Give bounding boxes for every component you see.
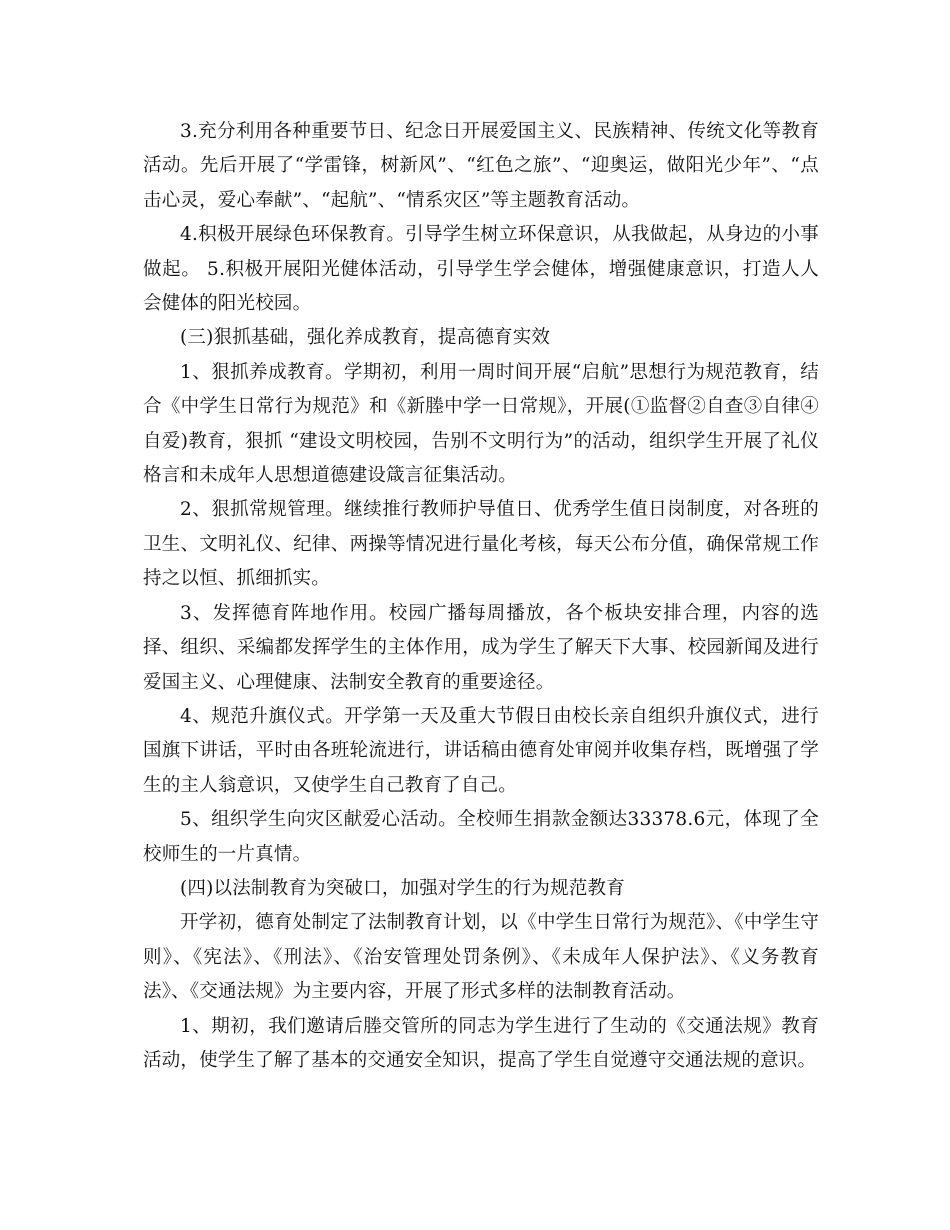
paragraph-routine-management: 2、狠抓常规管理。继续推行教师护导值日、优秀学生值日岗制度，对各班的卫生、文明礼仪、纪律、两操等情况进行量化考核，每天公布分值，确保常规工作持之以恒、抓细抓实。 (143, 499, 819, 590)
paragraph-flag-ceremony: 4、规范升旗仪式。开学第一天及重大节假日由校长亲自组织升旗仪式，进行国旗下讲话，平时由各班轮流进行，讲话稿由德育处审阅并收集存档，既增强了学生的主人翁意识，又使学生自己教育了自己。 (143, 705, 819, 796)
paragraph-habit-education: 1、狠抓养成教育。学期初，利用一周时间开展“启航”思想行为规范教育，结合《中学生日常行为规范》和《新塍中学一日常规》，开展(①监督②自查③自律④自爱)教育，狠抓 “建设文明校园，告别不文明行为”的活动，组织学生开展了礼仪格言和未成年人思想道德建设箴言征集活动。 (143, 361, 819, 487)
paragraph-environment-fitness: 4.积极开展绿色环保教育。引导学生树立环保意识，从我做起，从身边的小事做起。 5.积极开展阳光健体活动，引导学生学会健体，增强健康意识，打造人人会健体的阳光校园。 (143, 224, 819, 315)
paragraph-legal-education-plan: 开学初，德育处制定了法制教育计划，以《中学生日常行为规范》、《中学生守则》、《宪法》、《刑法》、《治安管理处罚条例》、《未成年人保护法》、《义务教育法》、《交通法规》为主要内容，开展了形式多样的法制教育活动。 (143, 912, 819, 1003)
paragraph-disaster-donation: 5、组织学生向灾区献爱心活动。全校师生捐款金额达33378.6元，体现了全校师生的一片真情。 (143, 809, 819, 865)
paragraph-traffic-law-education: 1、期初，我们邀请后塍交管所的同志为学生进行了生动的《交通法规》教育活动，使学生了解了基本的交通安全知识，提高了学生自觉遵守交通法规的意识。 (143, 1015, 819, 1071)
section-heading-three: (三)狠抓基础，强化养成教育，提高德育实效 (180, 327, 551, 349)
document-body (143, 115, 819, 1078)
paragraph-patriotic-activities: 3.充分利用各种重要节日、纪念日开展爱国主义、民族精神、传统文化等教育活动。先后开展了“学雷锋，树新风”、“红色之旅”、“迎奥运，做阳光少年”、“点击心灵，爱心奉献”、“起航”、“情系灾区”等主题教育活动。 (143, 121, 819, 211)
paragraph-moral-education-platform: 3、发挥德育阵地作用。校园广播每周播放，各个板块安排合理，内容的选择、组织、采编都发挥学生的主体作用，成为学生了解天下大事、校园新闻及进行爱国主义、心理健康、法制安全教育的重要途径。 (143, 602, 819, 693)
section-heading-four: (四)以法制教育为突破口，加强对学生的行为规范教育 (180, 877, 625, 899)
